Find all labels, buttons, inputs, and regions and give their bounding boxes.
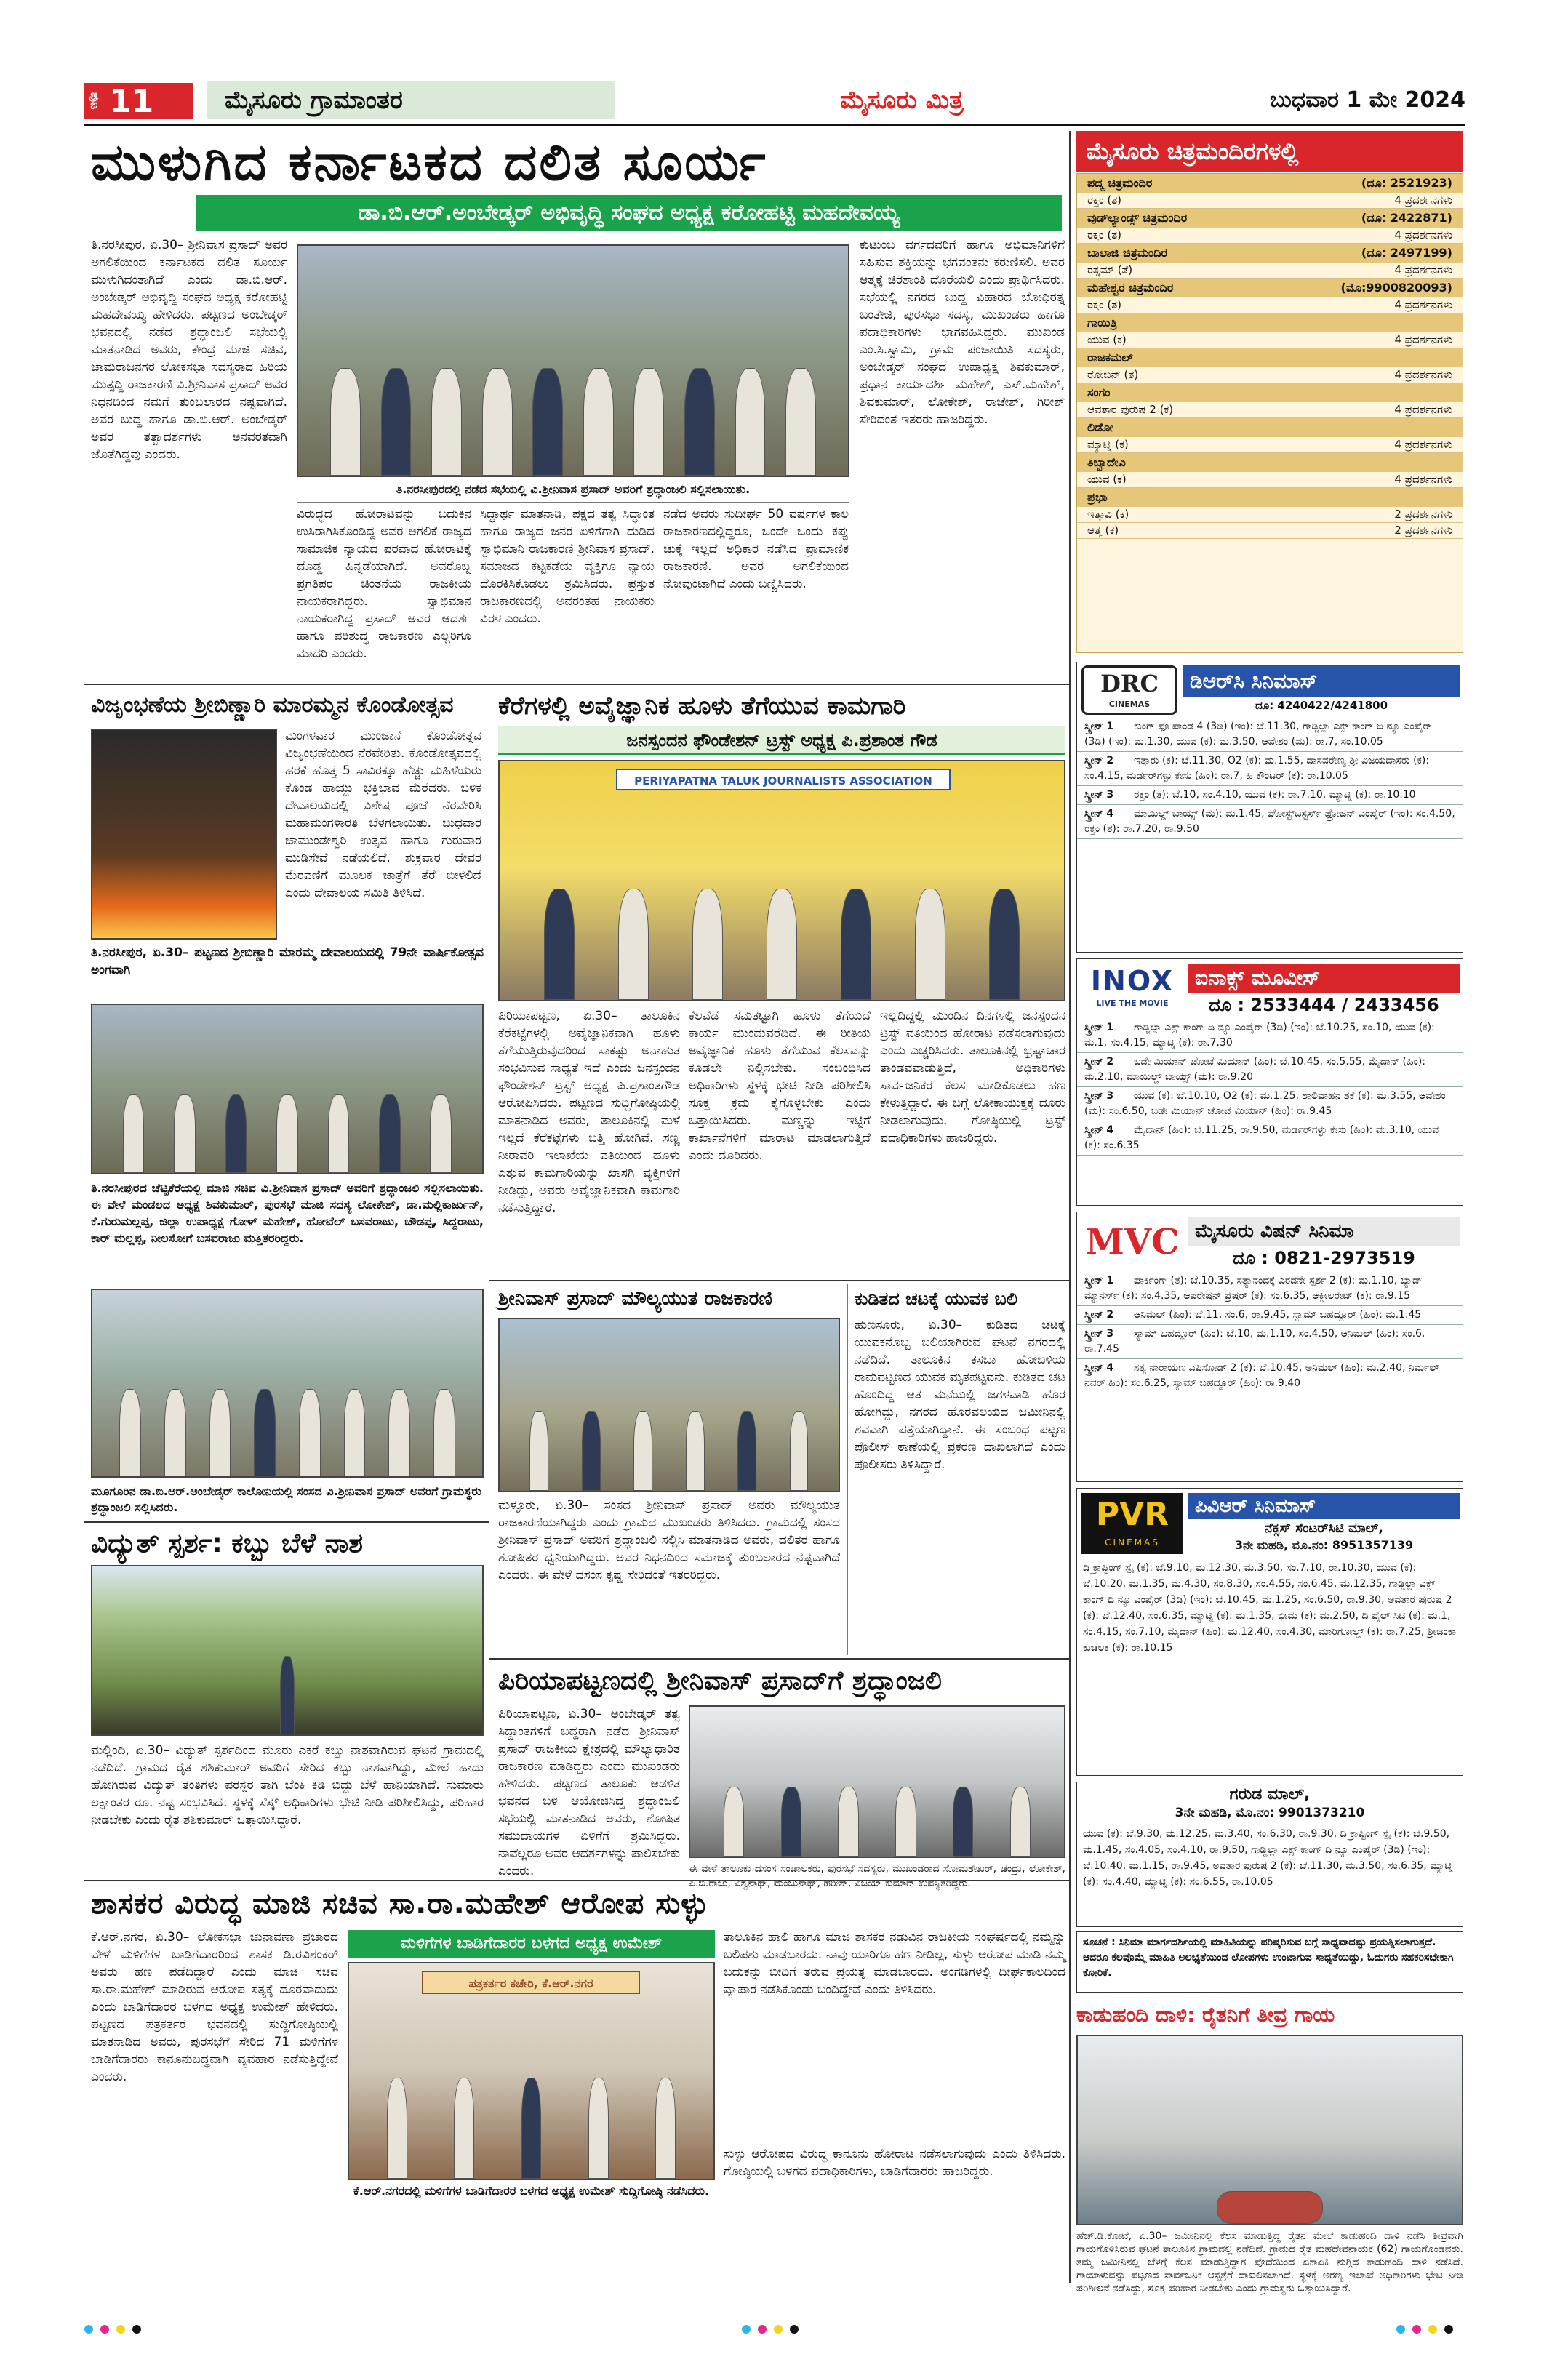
pvr-name: ಪಿವಿಆರ್ ಸಿನಿಮಾಸ್ xyxy=(1188,1493,1460,1519)
film-shows: 4 ಪ್ರದರ್ಶನಗಳು xyxy=(1394,333,1452,346)
screen-label: ಸ್ಕ್ರೀನ್ 2 xyxy=(1084,1056,1114,1068)
drc-logo-sub: CINEMAS xyxy=(1108,700,1151,709)
prasad2-text: ಪಿರಿಯಾಪಟ್ಟಣ, ಏ.30– ಅಂಬೇಡ್ಕರ್ ತತ್ವ ಸಿದ್ಧಾಂತಗಳಿಗೆ ಬದ್ಧರಾಗಿ ನಡೆದ ಶ್ರೀನಿವಾಸ್ ಪ್ರಸಾದ್ ರಾಜಕೀಯ ಕ್ಷೇತ್ರದಲ್ಲಿ ಮೌಲ್ಯಾಧಾರಿತ ರಾಜಕಾರಣ ಮಾಡಿದ್ದರು ಎಂದು ಮುಖಂಡರು ಹೇಳಿದರು. ಪಟ್ಟಣದ ತಾಲೂಕು ಆಡಳಿತ ಭವನದ ಬಳಿ ಆಯೋಜಿಸಿದ್ದ ಶ್ರದ್ಧಾಂಜಲಿ ಸಭೆಯಲ್ಲಿ ಮಾತನಾಡಿದ ಅವರು, ಶೋಷಿತ ಸಮುದಾಯಗಳ ಏಳಿಗೆಗೆ ಶ್ರಮಿಸಿದ್ದರು. ನಾವೆಲ್ಲರೂ ಅವರ ಆದರ್ಶಗಳನ್ನು ಪಾಲಿಸಬೇಕು ಎಂದರು. xyxy=(498,1707,680,1878)
hall-title: ವುಡ್‌ಲ್ಯಾಂಡ್ಸ್ ಚಿತ್ರಮಂದಿರ xyxy=(1087,211,1188,225)
mvc-schedule xyxy=(1077,1272,1463,1393)
inox-schedule xyxy=(1077,1019,1463,1156)
rule xyxy=(84,684,1069,685)
film-row xyxy=(1077,332,1463,348)
screen-label: ಸ್ಕ್ರೀನ್ 1 xyxy=(1084,1275,1114,1286)
masthead-rule xyxy=(84,124,1465,126)
film-title: ರತ್ನಮ್ (ತೆ) xyxy=(1087,263,1133,276)
registration-marks-right xyxy=(1396,2323,1484,2334)
garuda-name: ಗರುಡ ಮಾಲ್, xyxy=(1229,1785,1311,1803)
screen-row xyxy=(1077,786,1463,805)
screen-row xyxy=(1077,718,1463,752)
lead-photo xyxy=(297,244,849,477)
drc-logo xyxy=(1081,665,1177,715)
cinema-hall-name xyxy=(1077,453,1463,472)
hall-title: ಗಾಯಿತ್ರಿ xyxy=(1087,316,1117,329)
mariamma-caption: ತಿ.ನರಸೀಪುರ, ಏ.30– ಪಟ್ಟಣದ ಶ್ರೀಬಿಣ್ಣಾರಿ ಮಾರಮ್ಮ ದೇವಾಲಯದಲ್ಲಿ 79ನೇ ವಾರ್ಷಿಕೋತ್ಸವ ಅಂಗವಾಗಿ xyxy=(91,945,484,977)
cinema-hall-name xyxy=(1077,313,1463,332)
lead-text-col3: ಸಿದ್ಧಾರ್ಥ ಮಾತನಾಡಿ, ಪಕ್ಷದ ತತ್ವ ಸಿದ್ಧಾಂತ ಹಾಗೂ ರಾಜ್ಯದ ಜನರ ಏಳಿಗೆಗಾಗಿ ದುಡಿದ ಸ್ವಾಭಿಮಾನಿ ರಾಜಕಾರಣಿ ಶ್ರೀನಿವಾಸ ಪ್ರಸಾದ್. ಸಮಾಜದ ಕಟ್ಟಕಡೆಯ ವ್ಯಕ್ತಿಗೂ ನ್ಯಾಯ ದೊರಕಿಸಿಕೊಡಲು ಶ್ರಮಿಸಿದರು. ಪ್ರಸ್ತುತ ರಾಜಕಾರಣದಲ್ಲಿ ಅವರಂತಹ ನಾಯಕರು ವಿರಳ ಎಂದರು. xyxy=(480,507,655,626)
cinema-hall-name xyxy=(1077,279,1463,297)
screen-showtimes: ಮೈದಾನ್ (ಹಿಂ): ಬೆ.11.25, ರಾ.9.50, ಮರ್ಡರ್‌ಗಳ್ಳು ಕೇಸು (ಹಿಂ): ಮ.3.10, ಯುವ (ಕ): ಸಂ.6.35 xyxy=(1084,1124,1439,1151)
hall-title: ಪದ್ಮ ಚಿತ್ರಮಂದಿರ xyxy=(1087,176,1153,190)
cinema-hall-name xyxy=(1077,174,1463,193)
film-shows: 4 ಪ್ರದರ್ಶನಗಳು xyxy=(1394,368,1452,381)
film-shows: 4 ಪ್ರದರ್ಶನಗಳು xyxy=(1394,298,1452,311)
pvr-box xyxy=(1076,1488,1463,1776)
film-shows: 2 ಪ್ರದರ್ಶನಗಳು xyxy=(1394,508,1452,521)
hall-title: ಸಂಗಂ xyxy=(1087,385,1111,399)
screen-row xyxy=(1077,805,1463,839)
pvr-logo xyxy=(1081,1493,1183,1554)
page-number-badge xyxy=(84,83,193,119)
film-row xyxy=(1077,523,1463,539)
fire-walk-photo xyxy=(91,729,277,940)
hall-title: ರಾಜಕಮಲ್ xyxy=(1087,351,1133,364)
screen-showtimes: ಮಾಯಿಲ್ಡ್ ಬಾಯ್ಸ್ (ಮ): ಮ.1.45, ಘೋಸ್ಟ್‌ಬಸ್ಟರ್ಸ್ ಫ್ರೋಜನ್ ಎಂಪೈರ್ (ಇಂ): ಸಂ.4.50, ರಕ್ತಂ (ತ): ರಾ.7.20, ರಾ.9.50 xyxy=(1084,808,1455,835)
hall-title: ತಿಬ್ಬಾದೇವಿ xyxy=(1087,455,1126,469)
mla-text-col3: ಸುಳ್ಳು ಆರೋಪದ ವಿರುದ್ಧ ಕಾನೂನು ಹೋರಾಟ ನಡೆಸಲಾಗುವುದು ಎಂದು ತಿಳಿಸಿದರು. ಗೋಷ್ಠಿಯಲ್ಲಿ ಬಳಗದ ಪದಾಧಿಕಾರಿಗಳು, ಬಾಡಿಗೆದಾರರು ಹಾಜರಿದ್ದರು. xyxy=(724,2147,1065,2179)
screen-row xyxy=(1077,1121,1463,1156)
pvr-schedule: ದಿ ಕ್ರಾಪ್ಟಿಂಗ್ ಸ್ಪೈ (ಕ): ಬೆ.9.10, ಮ.12.30, ಮ.3.50, ಸಂ.7.10, ರಾ.10.30, ಯುವ (ಕ): ಬೆ.10.20, ಮ.1.35, ಮ.4.30, ಸಂ.8.30, ಸಂ.4.55, ಸಂ.6.45, ಮ.12.35, ಗಾಡ್ಜಿಲ್ಲಾ ಎಕ್ಸ್ ಕಾಂಗ್ ದಿ ನ್ಯೂ ಎಂಪೈರ್ (3ಡಿ) (ಇಂ): ಬೆ.10.45, ಮ.1.25, ಸಂ.6.50, ರಾ.9.30, ಅವತಾರ ಪುರುಷ 2 (ಕ): ಬೆ.12.40, ಸಂ.6.35, ಮ್ಯಾಟ್ನಿ (ಕ): ಮ.1.35, ಭೀಮ (ಕ): ಮ.2.50, ದಿ ಫೈಲ್ ಸಿಟಿ (ಕ): ಮ.1, ಸಂ.4.15, ಸಂ.7.10, ಮೈದಾನ್ (ಹಿಂ): ಮ.12.40, ಸಂ.4.30, ಮಾರಿಗೋಲ್ಡ್ (ಕ): ರಾ.7.25, ಶ್ರೀಜಂಕಾ ಕುಚಲಕ (ಕ): ರಾ.10.15 xyxy=(1083,1562,1456,1654)
lead-text-col2: ವಿರುದ್ಧದ ಹೋರಾಟವನ್ನು ಬದುಕಿನ ಉಸಿರಾಗಿಸಿಕೊಂಡಿದ್ದ ಅವರ ಅಗಲಿಕೆ ರಾಜ್ಯದ ಸಾಮಾಜಿಕ ನ್ಯಾಯದ ಪರವಾದ ಹೋರಾಟಕ್ಕೆ ದೊಡ್ಡ ಹಿನ್ನಡೆಯಾಗಿದೆ. ಅವರೊಬ್ಬ ಪ್ರಗತಿಪರ ಚಿಂತನೆಯ ರಾಜಕೀಯ ನಾಯಕರಾಗಿದ್ದರು. ಸ್ವಾಭಿಮಾನ ನಾಯಕರಾಗಿದ್ದ ಪ್ರಸಾದ್ ಅವರ ಆದರ್ಶ ಹಾಗೂ ಪರಿಶುದ್ಧ ರಾಜಕಾರಣ ಎಲ್ಲರಿಗೂ ಮಾದರಿ ಎಂದರು. xyxy=(297,507,471,661)
film-title: ರಕ್ತಂ (ತ) xyxy=(1087,298,1122,311)
film-title: ಇತ್ತಾವಿ (ಕ) xyxy=(1087,508,1129,521)
film-shows: 2 ಪ್ರದರ್ಶನಗಳು xyxy=(1394,524,1452,537)
garuda-phone: 3ನೇ ಮಹಡಿ, ಮೊ.ನಂ: 9901373210 xyxy=(1175,1806,1365,1820)
garuda-box xyxy=(1076,1782,1463,1927)
drc-name: ಡಿಆರ್‌ಸಿ ಸಿನಿಮಾಸ್ xyxy=(1183,665,1460,697)
mla-photo-caption: ಕೆ.ಆರ್.ನಗರದಲ್ಲಿ ಮಳಿಗೆಗಳ ಬಾಡಿಗೆದಾರರ ಬಳಗದ ಅಧ್ಯಕ್ಷ ಉಮೇಶ್ ಸುದ್ದಿಗೋಷ್ಠಿ ನಡೆಸಿದರು. xyxy=(353,2184,710,2198)
tribute-photo-2 xyxy=(91,1289,484,1478)
sugarcane-photo xyxy=(91,1565,484,1736)
cinema-hall-name xyxy=(1077,348,1463,367)
film-row xyxy=(1077,437,1463,453)
screen-row xyxy=(1077,1272,1463,1306)
inox-logo xyxy=(1081,964,1183,1014)
rule xyxy=(489,1658,1069,1660)
drc-schedule xyxy=(1077,718,1463,839)
hall-title: ಬಾಲಾಜಿ ಚಿತ್ರಮಂದಿರ xyxy=(1087,246,1167,260)
lakes-subhead: ಜನಸ್ಪಂದನ ಫೌಂಡೇಶನ್ ಟ್ರಸ್ಟ್ ಅಧ್ಯಕ್ಷ ಪಿ.ಪ್ರಶಾಂತ ಗೌಡ xyxy=(498,726,1065,755)
lead-text-col5: ಕುಟುಂಬ ವರ್ಗದವರಿಗೆ ಹಾಗೂ ಅಭಿಮಾನಿಗಳಿಗೆ ಸಹಿಸುವ ಶಕ್ತಿಯನ್ನು ಭಗವಂತನು ಕರುಣಿಸಲಿ. ಅವರ ಆತ್ಮಕ್ಕೆ ಚಿರಶಾಂತಿ ದೊರೆಯಲಿ ಎಂದು ಪ್ರಾರ್ಥಿಸಿದರು. ಸಭೆಯಲ್ಲಿ ನಗರದ ಬುದ್ಧ ವಿಹಾರದ ಬೋಧಿರತ್ನ ಬಂತೇಜಿ, ಪುರಸಭಾ ಸದಸ್ಯ, ಮುಖಂಡರು ಹಾಗೂ ಪದಾಧಿಕಾರಿಗಳು ಭಾಗವಹಿಸಿದ್ದರು. ಮುಖಂಡ ಎಂ.ಸಿ.ಸ್ವಾಮಿ, ಗ್ರಾಮ ಪಂಚಾಯಿತಿ ಸದಸ್ಯರು, ಅಂಬೇಡ್ಕರ್ ಸಂಘದ ಉಪಾಧ್ಯಕ್ಷ ಶಿವಕುಮಾರ್, ಪ್ರಧಾನ ಕಾರ್ಯದರ್ಶಿ ಮಹೇಶ್, ಎಸ್.ಮಹೇಶ್, ಶಿವಕುಮಾರ್, ಲೋಕೇಶ್, ರಾಜೇಶ್, ಗಿರೀಶ್ ಸೇರಿದಂತೆ ಇತರರು ಹಾಜರಿದ್ದರು. xyxy=(860,238,1065,427)
screen-row xyxy=(1077,752,1463,786)
tribute-photo-1 xyxy=(91,1004,484,1174)
section-name: ಮೈಸೂರು ಗ್ರಾಮಾಂತರ xyxy=(207,81,615,119)
mvc-phone: ದೂ : 0821-2973519 xyxy=(1233,1248,1415,1268)
film-shows: 4 ಪ್ರದರ್ಶನಗಳು xyxy=(1394,403,1452,416)
film-title: ಯುವ (ಕ) xyxy=(1087,473,1127,486)
film-row xyxy=(1077,472,1463,488)
screen-label: ಸ್ಕ್ರೀನ್ 3 xyxy=(1084,1090,1114,1102)
hall-title: ಪ್ರಭಾ xyxy=(1087,490,1108,504)
mla-headline: ಶಾಸಕರ ವಿರುದ್ಧ ಮಾಜಿ ಸಚಿವ ಸಾ.ರಾ.ಮಹೇಶ್ ಆರೋಪ ಸುಳ್ಳು xyxy=(91,1887,709,1921)
farmer-photo xyxy=(1076,2035,1463,2225)
column-rule xyxy=(847,1284,848,1655)
mariamma-text: ಮಂಗಳವಾರ ಮುಂಜಾನೆ ಕೊಂಡೋತ್ಸವ ವಿಜೃಂಭಣೆಯಿಂದ ನೆರವೇರಿತು. ಕೊಂಡೋತ್ಸವದಲ್ಲಿ ಹರಕೆ ಹೊತ್ತ 5 ಸಾವಿರಕ್ಕೂ ಹೆಚ್ಚು ಮಹಿಳೆಯರು ಕೊಂಡ ಹಾಯ್ದು ಭಕ್ತಿಭಾವ ಮೆರೆದರು. ಬಳಿಕ ದೇವಾಲಯದಲ್ಲಿ ವಿಶೇಷ ಪೂಜೆ ನೆರವೇರಿಸಿ ಮಹಾಮಂಗಳಾರತಿ ಬೆಳಗಲಾಯಿತು. ಬುಧವಾರ ಚಾಮುಂಡೇಶ್ವರಿ ಉತ್ಸವ ಹಾಗೂ ಗುರುವಾರ ಮುಡಿಸೇವೆ ನಡೆಯಲಿದೆ. ಶುಕ್ರವಾರ ದೇವರ ಮೆರವಣಿಗೆ ಮೂಲಕ ಜಾತ್ರೆಗೆ ತೆರೆ ಬೀಳಲಿದೆ ಎಂದು ದೇವಾಲಯ ಸಮಿತಿ ತಿಳಿಸಿದೆ. xyxy=(285,729,481,900)
rule xyxy=(297,502,849,503)
screen-showtimes: ಕುಂಗ್ ಫೂ ಪಾಂಡ 4 (3ಡಿ) (ಇಂ): ಬೆ.11.30, ಗಾಡ್ಜಿಲ್ಲಾ ಎಕ್ಸ್ ಕಾಂಗ್ ದಿ ನ್ಯೂ ಎಂಪೈರ್ (3ಡಿ) (ಇಂ): ಮ.1.30, ಯುವ (ಕ): ಮ.3.50, ಆವೇಶಂ (ಮ): ರಾ.7, ಸಂ.10.05 xyxy=(1084,721,1432,748)
farmer-headline: ಕಾಡುಹಂದಿ ದಾಳಿ: ರೈತನಿಗೆ ತೀವ್ರ ಗಾಯ xyxy=(1076,2003,1335,2027)
screen-showtimes: ಪಾರ್ಕಿಂಗ್ (ತ): ಬೆ.10.35, ಸತ್ಯಾನಂದಕ್ಕೆ ಎರಡನೇ ಸ್ಪರ್ಶ 2 (ಕ): ಮ.1.10, ಬ್ಯಾಡ್ ಮ್ಯಾನರ್ಸ್ (ಕ): ಸಂ.4.35, ಆಪರೇಷನ್ ಪ್ರೆಷರ್ (ಕ): ಸಂ.6.35, ಆಕ್ಸೀಲರೇಟ್ (ಕ): ರಾ.9.15 xyxy=(1084,1275,1423,1302)
drc-logo-text: DRC xyxy=(1100,670,1159,697)
screen-showtimes: ಆನಿಮಲ್ (ಹಿಂ): ಬೆ.11, ಸಂ.6, ರಾ.9.45, ಸ್ವಾಮ್ ಬಹದ್ದೂರ್ (ಹಿಂ): ಮ.1.45 xyxy=(1134,1309,1422,1321)
tribute-caption-2: ಮೂಗೂರಿನ ಡಾ.ಬಿ.ಆರ್.ಅಂಬೇಡ್ಕರ್ ಕಾಲೋನಿಯಲ್ಲಿ ಸಂಸದ ವಿ.ಶ್ರೀನಿವಾಸ ಪ್ರಸಾದ್ ಅವರಿಗೆ ಗ್ರಾಮಸ್ಥರು ಶ್ರದ್ಧಾಂಜಲಿ ಸಲ್ಲಿಸಿದರು. xyxy=(91,1484,481,1514)
cinema-hall-name xyxy=(1077,244,1463,263)
column-rule xyxy=(1069,131,1071,2283)
registration-marks-center xyxy=(742,2323,829,2334)
masthead xyxy=(84,81,1465,121)
cinema-notice: ಸೂಚನೆ : ಸಿನಿಮಾ ಮಾರ್ಗದರ್ಶಿಯಲ್ಲಿ ಮಾಹಿತಿಯನ್ನು ಪರಿಷ್ಕರಿಸುವ ಬಗ್ಗೆ ಸಾಧ್ಯವಾದಷ್ಟು ಪ್ರಯತ್ನಿಸಲಾಗುತ್ತದೆ. ಆದರೂ ಕೆಲವೊಮ್ಮೆ ಮಾಹಿತಿ ಅಲಭ್ಯತೆಯಿಂದ ಲೋಪಗಳು ಉಂಟಾಗುವ ಸಾಧ್ಯತೆಯಿದ್ದು, ಓದುಗರು ಸಹಕರಿಸಬೇಕಾಗಿ ಕೋರಿಕೆ. xyxy=(1076,1931,1463,1993)
screen-row xyxy=(1077,1019,1463,1053)
hall-phone: (ಮೊ:9900820093) xyxy=(1340,281,1452,295)
film-row xyxy=(1077,367,1463,383)
mariamma-headline: ವಿಜೃಂಭಣೆಯ ಶ್ರೀಬಿಣ್ಣಾರಿ ಮಾರಮ್ಮನ ಕೊಂಡೋತ್ಸವ xyxy=(91,692,454,718)
film-title: ರಕ್ತಂ (ತ) xyxy=(1087,193,1122,207)
film-row xyxy=(1077,228,1463,244)
film-title: ರಕ್ತಂ (ತ) xyxy=(1087,228,1122,241)
cinema-hall-name xyxy=(1077,383,1463,402)
hall-phone: (ದೂ: 2521923) xyxy=(1361,176,1452,190)
cinemas-header: ಮೈಸೂರು ಚಿತ್ರಮಂದಿರಗಳಲ್ಲಿ xyxy=(1076,131,1463,172)
hall-phone: (ದೂ: 2422871) xyxy=(1361,211,1452,225)
screen-showtimes: ಯುವ (ಕ): ಬೆ.10.10, O2 (ಕ): ಮ.1.25, ಶಾಲಿವಾಹನ ಶಕೆ (ಕ): ಮ.3.55, ಆವೇಶಂ (ಮ): ಸಂ.6.50, ಬಡೇ ಮಿಯಾನ್ ಚೋಟೆ ಮಿಯಾನ್ (ಹಿಂ): ರಾ.9.45 xyxy=(1084,1090,1446,1117)
inox-name: ಐನಾಕ್ಸ್ ಮೂವೀಸ್ xyxy=(1188,964,1460,993)
sugarcane-text: ಮಲ್ಲಿಂದಿ, ಏ.30– ವಿದ್ಯುತ್ ಸ್ಪರ್ಶದಿಂದ ಮೂರು ಎಕರೆ ಕಬ್ಬು ನಾಶವಾಗಿರುವ ಘಟನೆ ಗ್ರಾಮದಲ್ಲಿ ನಡೆದಿದೆ. ಗ್ರಾಮದ ರೈತ ಶಶಿಕುಮಾರ್ ಅವರಿಗೆ ಸೇರಿದ ಕಬ್ಬು ನಾಶವಾಗಿದ್ದು, ಮೇಲೆ ಹಾದು ಹೋಗಿರುವ ವಿದ್ಯುತ್ ತಂತಿಗಳು ಪರಸ್ಪರ ತಾಗಿ ಬೆಂಕಿ ಕಿಡಿ ಬಿದ್ದು ಬೆಳೆ ಹಾನಿಯಾಗಿದೆ. ಸುಮಾರು ಲಕ್ಷಾಂತರ ರೂ. ನಷ್ಟ ಸಂಭವಿಸಿದೆ. ಸ್ಥಳಕ್ಕೆ ಸೆಸ್ಕ್ ಅಧಿಕಾರಿಗಳು ಭೇಟಿ ನೀಡಿ ಪರಿಶೀಲಿಸಿದ್ದು, ಪರಿಹಾರ ನೀಡಬೇಕು ಎಂದು ರೈತ ಶಶಿಕುಮಾರ್ ಒತ್ತಾಯಿಸಿದ್ದಾರೆ. xyxy=(91,1743,484,1827)
lead-subhead: ಡಾ.ಬಿ.ಆರ್.ಅಂಬೇಡ್ಕರ್ ಅಭಿವೃದ್ಧಿ ಸಂಘದ ಅಧ್ಯಕ್ಷ ಕರೋಹಟ್ಟಿ ಮಹದೇವಯ್ಯ xyxy=(196,195,1062,231)
mla-photo xyxy=(348,1962,715,2180)
pvr-logo-sub: CINEMAS xyxy=(1105,1537,1160,1548)
lead-text-col1: ತಿ.ನರಸೀಪುರ, ಏ.30– ಶ್ರೀನಿವಾಸ ಪ್ರಸಾದ್ ಅವರ ಅಗಲಿಕೆಯಿಂದ ಕರ್ನಾಟಕದ ದಲಿತ ಸೂರ್ಯ ಮುಳುಗಿದಂತಾಗಿದೆ ಎಂದು ಡಾ.ಬಿ.ಆರ್. ಅಂಬೇಡ್ಕರ್ ಅಭಿವೃದ್ಧಿ ಸಂಘದ ಅಧ್ಯಕ್ಷ ಕರೋಹಟ್ಟಿ ಮಹದೇವಯ್ಯ ಹೇಳಿದರು. ಪಟ್ಟಣದ ಅಂಬೇಡ್ಕರ್ ಭವನದಲ್ಲಿ ನಡೆದ ಶ್ರದ್ಧಾಂಜಲಿ ಸಭೆಯಲ್ಲಿ ಮಾತನಾಡಿದ ಅವರು, ಕೇಂದ್ರ ಮಾಜಿ ಸಚಿವ, ಚಾಮರಾಜನಗರ ಲೋಕಸಭಾ ಸದಸ್ಯರಾದ ಹಿರಿಯ ಮುತ್ಸದ್ದಿ ರಾಜಕಾರಣಿ ವಿ.ಶ್ರೀನಿವಾಸ ಪ್ರಸಾದ್ ಅವರ ನಿಧನದಿಂದ ನಮಗೆ ತುಂಬಲಾರದ ನಷ್ಟವಾಗಿದೆ. ಅವರ ಬುದ್ಧ ಹಾಗೂ ಡಾ.ಬಿ.ಆರ್. ಅಂಬೇಡ್ಕರ್ ಅವರ ತತ್ವಾದರ್ಶಗಳು ಅನವರತವಾಗಿ ಜೊತೆಗಿದ್ದವು ಎಂದರು. xyxy=(91,238,287,462)
film-title: ಮ್ಯಾಟ್ನಿ (ಕ) xyxy=(1087,438,1129,451)
film-shows: 4 ಪ್ರದರ್ಶನಗಳು xyxy=(1394,473,1452,486)
mvc-name: ಮೈಸೂರು ವಿಷನ್ ಸಿನಿಮಾ xyxy=(1188,1217,1460,1246)
lead-text-col4: ನಡೆದ ಅವರು ಸುದೀರ್ಘ 50 ವರ್ಷಗಳ ಕಾಲ ರಾಜಕಾರಣದಲ್ಲಿದ್ದರೂ, ಒಂದೇ ಒಂದು ಕಪ್ಪು ಚುಕ್ಕೆ ಇಲ್ಲದೆ ಅಧಿಕಾರ ನಡೆಸಿದ ಪ್ರಾಮಾಣಿಕ ರಾಜಕಾರಣಿ. ಅವರ ಅಗಲಿಕೆಯಿಂದ ನೋವುಂಟಾಗಿದೆ ಎಂದು ಬಣ್ಣಿಸಿದರು. xyxy=(663,507,849,591)
farmer-text: ಹೆಚ್.ಡಿ.ಕೋಟೆ, ಏ.30– ಜಮೀನಿನಲ್ಲಿ ಕೆಲಸ ಮಾಡುತ್ತಿದ್ದ ರೈತನ ಮೇಲೆ ಕಾಡುಹಂದಿ ದಾಳಿ ನಡೆಸಿ ತೀವ್ರವಾಗಿ ಗಾಯಗೊಳಿಸಿರುವ ಘಟನೆ ತಾಲೂಕಿನ ಗ್ರಾಮದಲ್ಲಿ ನಡೆದಿದೆ. ಗ್ರಾಮದ ರೈತ ಮಹದೇವನಾಯಕ (62) ಗಾಯಗೊಂಡವರು. ತಮ್ಮ ಜಮೀನಿನಲ್ಲಿ ಬೆಳಗ್ಗೆ ಕೆಲಸ ಮಾಡುತ್ತಿದ್ದಾಗ ಪೊದೆಯಿಂದ ಏಕಾಏಕಿ ನುಗ್ಗಿದ ಕಾಡುಹಂದಿ ದಾಳಿ ನಡೆಸಿದೆ. ಗಾಯಾಳುವನ್ನು ಪಟ್ಟಣದ ಸಾರ್ವಜನಿಕ ಆಸ್ಪತ್ರೆಗೆ ದಾಖಲಿಸಲಾಗಿದೆ. ಸ್ಥಳಕ್ಕೆ ಅರಣ್ಯ ಇಲಾಖೆ ಅಧಿಕಾರಿಗಳು ಭೇಟಿ ನೀಡಿ ಪರಿಶೀಲನೆ ನಡೆಸಿದ್ದು, ಸೂಕ್ತ ಪರಿಹಾರ ನೀಡಬೇಕು ಎಂದು ಗ್ರಾಮಸ್ಥರು ಒತ್ತಾಯಿಸಿದ್ದಾರೆ. xyxy=(1076,2230,1463,2294)
hall-title: ಲಿಡೋ xyxy=(1087,420,1113,434)
screen-row xyxy=(1077,1087,1463,1121)
screen-showtimes: ಸತ್ಯ ನಾರಾಯಣ ಎಪಿಸೋಡ್ 2 (ಕ): ಬೆ.10.45, ಅನಿಮಲ್ (ಹಿಂ): ಮ.2.40, ನಿರ್ಮಲ್ ನವರ್ ಹಿಂ): ಸಂ.6.25, ಸ್ಯಾಮ್ ಬಹದ್ದೂರ್ (ಹಿಂ): ರಾ.9.40 xyxy=(1084,1362,1439,1389)
screen-showtimes: ಇತ್ತಾರು (ಕ): ಬೆ.11.30, O2 (ಕ): ಮ.1.55, ದಾಸವರೇಣ್ಯ ಶ್ರೀ ವಿಜಯದಾಸರು (ಕ): ಸಂ.4.15, ಮರ್ಡರ್‌ಗಳ್ಳು ಕೇಸು (ಹಿಂ): ರಾ.7, ಹಿ ಕೌಂಟರ್ (ಕ): ರಾ.10.05 xyxy=(1084,755,1430,782)
prasad1-headline: ಶ್ರೀನಿವಾಸ್ ಪ್ರಸಾದ್ ಮೌಲ್ಯಯುತ ರಾಜಕಾರಣಿ xyxy=(498,1288,772,1310)
rule xyxy=(84,1880,1069,1881)
film-shows: 4 ಪ್ರದರ್ಶನಗಳು xyxy=(1394,263,1452,276)
lead-headline: ಮುಳುಗಿದ ಕರ್ನಾಟಕದ ದಲಿತ ಸೂರ್ಯ xyxy=(91,132,768,192)
lead-photo-caption: ತಿ.ನರಸೀಪುರದಲ್ಲಿ ನಡೆದ ಸಭೆಯಲ್ಲಿ ವಿ.ಶ್ರೀನಿವಾಸ ಪ್ರಸಾದ್ ಅವರಿಗೆ ಶ್ರದ್ಧಾಂಜಲಿ ಸಲ್ಲಿಸಲಾಯಿತು. xyxy=(396,482,751,496)
cinema-listings xyxy=(1076,173,1463,653)
inox-phone: ದೂ : 2533444 / 2433456 xyxy=(1209,995,1439,1015)
hall-phone: (ದೂ: 2497199) xyxy=(1361,246,1452,260)
screen-row xyxy=(1077,1053,1463,1087)
inox-box xyxy=(1076,958,1463,1206)
cinema-hall-name xyxy=(1077,209,1463,228)
prasad2-headline: ಪಿರಿಯಾಪಟ್ಟಣದಲ್ಲಿ ಶ್ರೀನಿವಾಸ್ ಪ್ರಸಾದ್‌ಗೆ ಶ್ರದ್ಧಾಂಜಲಿ xyxy=(498,1666,942,1696)
film-row xyxy=(1077,402,1463,418)
youth-headline: ಕುಡಿತದ ಚಟಕ್ಕೆ ಯುವಕ ಬಲಿ xyxy=(855,1289,1018,1309)
screen-label: ಸ್ಕ್ರೀನ್ 4 xyxy=(1084,808,1114,820)
film-row xyxy=(1077,193,1463,209)
inox-logo-text: INOX xyxy=(1090,965,1175,997)
page-label: ಪುಟ xyxy=(88,92,102,110)
press-banner: ಪತ್ರಕರ್ತರ ಕಚೇರಿ, ಕೆ.ಆರ್.ನಗರ xyxy=(422,1971,640,1994)
screen-showtimes: ಗಾಡ್ಜಿಲ್ಲಾ ಎಕ್ಸ್ ಕಾಂಗ್ ದಿ ನ್ಯೂ ಎಂಪೈರ್ (3ಡಿ) (ಇಂ): ಬೆ.10.25, ಸಂ.10, ಯುವ (ಕ): ಮ.1, ಸಂ.4.15, ಮ್ಯಾಟ್ನಿ (ಕ): ರಾ.7.30 xyxy=(1084,1022,1435,1049)
prasad2-photo xyxy=(689,1705,1065,1858)
mvc-box xyxy=(1076,1212,1463,1482)
film-row xyxy=(1077,263,1463,279)
film-title: ಆತ್ಮ (ಕ) xyxy=(1087,524,1119,537)
screen-label: ಸ್ಕ್ರೀನ್ 1 xyxy=(1084,1022,1114,1033)
lakes-headline: ಕೆರೆಗಳಲ್ಲಿ ಅವೈಜ್ಞಾನಿಕ ಹೂಳು ತೆಗೆಯುವ ಕಾಮಗಾರಿ xyxy=(498,692,906,721)
pvr-address: ನೆಕ್ಸಸ್ ಸೆಂಟರ್‌ಸಿಟಿ ಮಾಲ್, xyxy=(1265,1521,1383,1536)
film-row xyxy=(1077,507,1463,523)
screen-showtimes: ಸ್ಯಾಮ್ ಬಹದ್ದೂರ್ (ಹಿಂ): ಬೆ.10, ಮ.1.10, ಸಂ.4.50, ಆನಿಮಲ್ (ಹಿಂ): ಸಂ.6, ರಾ.7.45 xyxy=(1084,1328,1425,1355)
paper-logo: ಮೈಸೂರು ಮಿತ್ರ xyxy=(840,86,964,115)
lakes-text-col2: ಕೆಲವೆಡೆ ಸಮತಟ್ಟಾಗಿ ಹೂಳು ತೆಗೆಯದೆ ಕಾರ್ಯ ಮುಂದುವರೆದಿದೆ. ಈ ರೀತಿಯ ಅವೈಜ್ಞಾನಿಕ ಹೂಳು ತೆಗೆಯುವ ಕೆಲಸವನ್ನು ಕೂಡಲೇ ನಿಲ್ಲಿಸಬೇಕು. ಸಂಬಂಧಿಸಿದ ಅಧಿಕಾರಿಗಳು ಸ್ಥಳಕ್ಕೆ ಭೇಟಿ ನೀಡಿ ಪರಿಶೀಲಿಸಿ ಸೂಕ್ತ ಕ್ರಮ ಕೈಗೊಳ್ಳಬೇಕು ಎಂದು ಒತ್ತಾಯಿಸಿದರು. ಮಣ್ಣನ್ನು ಇಟ್ಟಿಗೆ ಕಾರ್ಖಾನೆಗಳಿಗೆ ಮಾರಾಟ ಮಾಡಲಾಗುತ್ತಿದೆ ಎಂದು ದೂರಿದರು. xyxy=(689,1009,871,1163)
pvr-phone: 3ನೇ ಮಹಡಿ, ಮೊ.ನಂ: 8951357139 xyxy=(1234,1538,1414,1552)
prasad1-text: ಮಳ್ಳೂರು, ಏ.30– ಸಂಸದ ಶ್ರೀನಿವಾಸ್ ಪ್ರಸಾದ್ ಅವರು ಮೌಲ್ಯಯುತ ರಾಜಕಾರಣಿಯಾಗಿದ್ದರು ಎಂದು ಗ್ರಾಮದ ಮುಖಂಡರು ತಿಳಿಸಿದರು. ಗ್ರಾಮದಲ್ಲಿ ಸಂಸದ ಶ್ರೀನಿವಾಸ್ ಪ್ರಸಾದ್ ಅವರಿಗೆ ಶ್ರದ್ಧಾಂಜಲಿ ಸಲ್ಲಿಸಿ ಮಾತನಾಡಿದ ಅವರು, ದಲಿತರ ಹಾಗೂ ಶೋಷಿತರ ಧ್ವನಿಯಾಗಿದ್ದರು. ಅವರ ನಿಧನದಿಂದ ಸಮಾಜಕ್ಕೆ ತುಂಬಲಾರದ ನಷ್ಟವಾಗಿದೆ ಎಂದರು. ಈ ವೇಳೆ ದಸಂಸ ಕೃಷ್ಣ ಸೇರಿದಂತೆ ಇತರರಿದ್ದರು. xyxy=(498,1498,840,1582)
mla-text-col1: ಕೆ.ಆರ್.ನಗರ, ಏ.30– ಲೋಕಸಭಾ ಚುನಾವಣಾ ಪ್ರಚಾರದ ವೇಳೆ ಮಳಿಗೆಗಳ ಬಾಡಿಗೆದಾರರಿಂದ ಶಾಸಕ ಡಿ.ರವಿಶಂಕರ್ ಅವರು ಹಣ ಪಡೆದಿದ್ದಾರೆ ಎಂದು ಮಾಜಿ ಸಚಿವ ಸಾ.ರಾ.ಮಹೇಶ್ ಮಾಡಿರುವ ಆರೋಪ ಸತ್ಯಕ್ಕೆ ದೂರವಾದುದು ಎಂದು ಬಾಡಿಗೆದಾರರ ಬಳಗದ ಅಧ್ಯಕ್ಷ ಉಮೇಶ್ ಹೇಳಿದರು. ಪಟ್ಟಣದ ಪತ್ರಕರ್ತರ ಭವನದಲ್ಲಿ ಸುದ್ದಿಗೋಷ್ಠಿಯಲ್ಲಿ ಮಾತನಾಡಿದ ಅವರು, ಪುರಸಭೆಗೆ ಸೇರಿದ 71 ಮಳಿಗೆಗಳ ಬಾಡಿಗೆದಾರರು ಕಾನೂನುಬದ್ಧವಾಗಿ ವ್ಯವಹಾರ ನಡೆಸುತ್ತಿದ್ದೇವೆ ಎಂದರು. xyxy=(91,1930,338,2084)
screen-showtimes: ಬಡೇ ಮಿಯಾನ್ ಚೋಟೆ ಮಿಯಾನ್ (ಹಿಂ): ಬೆ.10.45, ಸಂ.5.55, ಮೈದಾನ್ (ಹಿಂ): ಮ.2.10, ಮಾಯಿಲ್ಡ್ ಬಾಯ್ಸ್ (ಮ): ರಾ.9.20 xyxy=(1084,1056,1425,1083)
screen-label: ಸ್ಕ್ರೀನ್ 1 xyxy=(1084,721,1114,732)
film-title: ರೋಬನ್ (ತ) xyxy=(1087,368,1139,381)
screen-row xyxy=(1077,1359,1463,1393)
cinema-hall-name xyxy=(1077,418,1463,437)
mla-subhead: ಮಳಿಗೆಗಳ ಬಾಡಿಗೆದಾರರ ಬಳಗದ ಅಧ್ಯಕ್ಷ ಉಮೇಶ್ xyxy=(348,1930,715,1958)
screen-row xyxy=(1077,1325,1463,1359)
sugarcane-headline: ವಿದ್ಯುತ್ ಸ್ಪರ್ಶ: ಕಬ್ಬು ಬೆಳೆ ನಾಶ xyxy=(91,1529,364,1558)
lakes-text-col3: ಇಲ್ಲದಿದ್ದಲ್ಲಿ ಮುಂದಿನ ದಿನಗಳಲ್ಲಿ ಜನಸ್ಪಂದನ ಟ್ರಸ್ಟ್ ವತಿಯಿಂದ ಹೋರಾಟ ನಡೆಸಲಾಗುವುದು ಎಂದು ಎಚ್ಚರಿಸಿದರು. ತಾಲೂಕಿನಲ್ಲಿ ಭ್ರಷ್ಟಾಚಾರ ತಾಂಡವವಾಡುತ್ತಿದೆ, ಅಧಿಕಾರಿಗಳು ಸಾರ್ವಜನಿಕರ ಕೆಲಸ ಮಾಡಿಕೊಡಲು ಹಣ ಕೇಳುತ್ತಿದ್ದಾರೆ. ಈ ಬಗ್ಗೆ ಲೋಕಾಯುಕ್ತಕ್ಕೆ ದೂರು ನೀಡಲಾಗುವುದು. ಗೋಷ್ಠಿಯಲ್ಲಿ ಟ್ರಸ್ಟ್ ಪದಾಧಿಕಾರಿಗಳು ಹಾಜರಿದ್ದರು. xyxy=(880,1009,1065,1145)
film-row xyxy=(1077,297,1463,313)
cinema-hall-name xyxy=(1077,488,1463,507)
rule xyxy=(84,1521,489,1523)
tribute-caption-1: ತಿ.ನರಸೀಪುರದ ಚೆಟ್ಟಿಕೆರೆಯಲ್ಲಿ ಮಾಜಿ ಸಚಿವ ವಿ.ಶ್ರೀನಿವಾಸ ಪ್ರಸಾದ್ ಅವರಿಗೆ ಶ್ರದ್ಧಾಂಜಲಿ ಸಲ್ಲಿಸಲಾಯಿತು. ಈ ವೇಳೆ ಮಂಡಲದ ಅಧ್ಯಕ್ಷ ಶಿವಕುಮಾರ್, ಪುರಸಭೆ ಮಾಜಿ ಸದಸ್ಯ ಲೋಕೇಶ್, ಡಾ.ಮಲ್ಲಿಕಾರ್ಜುನ್, ಕೆ.ಗುರುಮಲ್ಲಪ್ಪ, ಜಿಲ್ಲಾ ಉಪಾಧ್ಯಕ್ಷ ಗೋಳ್ ಮಹೇಶ್, ಹೋಟೆಲ್ ಬಸವರಾಜು, ಚೌಡಪ್ಪ, ಸಿದ್ದರಾಜು, ಕಾರ್ ಮಲ್ಲಪ್ಪ, ನೀಲಸೋಗೆ ಬಸವರಾಜು ಮತ್ತಿತರರಿದ್ದರು. xyxy=(91,1181,484,1245)
film-shows: 4 ಪ್ರದರ್ಶನಗಳು xyxy=(1394,228,1452,241)
page-number: 11 xyxy=(109,82,154,120)
screen-label: ಸ್ಕ್ರೀನ್ 4 xyxy=(1084,1124,1114,1136)
issue-date: ಬುಧವಾರ 1 ಮೇ 2024 xyxy=(1269,87,1465,113)
rule xyxy=(489,1280,1069,1281)
drc-phone: ದೂ: 4240422/4241800 xyxy=(1255,699,1388,712)
mla-text-col2: ತಾಲೂಕಿನ ಹಾಲಿ ಹಾಗೂ ಮಾಜಿ ಶಾಸಕರ ನಡುವಿನ ರಾಜಕೀಯ ಸಂಘರ್ಷದಲ್ಲಿ ನಮ್ಮನ್ನು ಬಲಿಪಶು ಮಾಡಬಾರದು. ನಾವು ಯಾರಿಗೂ ಹಣ ನೀಡಿಲ್ಲ, ಸುಳ್ಳು ಆರೋಪ ಮಾಡಿ ನಮ್ಮ ಬದುಕನ್ನು ಬೀದಿಗೆ ತರುವ ಪ್ರಯತ್ನ ಮಾಡಬಾರದು. ಅಂಗಡಿಗಳಲ್ಲಿ ದೀರ್ಘಕಾಲದಿಂದ ವ್ಯಾಪಾರ ನಡೆಸಿಕೊಂಡು ಬಂದಿದ್ದೇವೆ ಎಂದು ತಿಳಿಸಿದರು. xyxy=(724,1930,1065,1997)
inox-logo-sub: LIVE THE MOVIE xyxy=(1096,998,1169,1008)
screen-label: ಸ್ಕ್ರೀನ್ 2 xyxy=(1084,755,1114,766)
film-shows: 4 ಪ್ರದರ್ಶನಗಳು xyxy=(1394,438,1452,451)
film-title: ಆವತಾರ ಪುರುಷ 2 (ಕ) xyxy=(1087,403,1174,416)
film-shows: 4 ಪ್ರದರ್ಶನಗಳು xyxy=(1394,193,1452,207)
screen-label: ಸ್ಕ್ರೀನ್ 2 xyxy=(1084,1309,1114,1321)
mvc-logo: MVC xyxy=(1085,1222,1180,1262)
pvr-logo-text: PVR xyxy=(1095,1496,1169,1533)
screen-label: ಸ್ಕ್ರೀನ್ 4 xyxy=(1084,1362,1114,1374)
hall-title: ಮಹೇಶ್ವರ ಚಿತ್ರಮಂದಿರ xyxy=(1087,281,1174,295)
prasad2-text-2: ಈ ವೇಳೆ ತಾಲೂಕು ದಸಂಸ ಸಂಚಾಲಕರು, ಪುರಸಭೆ ಸದಸ್ಯರು, ಮುಖಂಡರಾದ ಸೋಮಶೇಖರ್, ಚಂದ್ರು, ಲೋಕೇಶ್, ಪಿ.ಬಿ.ರಾಜು, ವಿಶ್ವನಾಥ್, ಮಂಜುನಾಥ್, ಹರೀಶ್, ವಿಜಯ್ ಕುಮಾರ್ ಉಪಸ್ಥಿತರಿದ್ದರು. xyxy=(689,1863,1065,1889)
prasad1-photo xyxy=(498,1318,840,1492)
youth-text: ಹುಣಸೂರು, ಏ.30– ಕುಡಿತದ ಚಟಕ್ಕೆ ಯುವಕನೊಬ್ಬ ಬಲಿಯಾಗಿರುವ ಘಟನೆ ನಗರದಲ್ಲಿ ನಡೆದಿದೆ. ತಾಲೂಕಿನ ಕಸಬಾ ಹೋಬಳಿಯ ರಾಮಪಟ್ಟಣದ ಯುವಕ ಮೃತಪಟ್ಟವನು. ಕುಡಿತದ ಚಟ ಹೊಂದಿದ್ದ ಆತ ಮನೆಯಲ್ಲಿ ಜಗಳವಾಡಿ ಹೊರ ಹೋಗಿದ್ದು, ನಗರದ ಹೊರವಲಯದ ಜಮೀನಿನಲ್ಲಿ ಶವವಾಗಿ ಪತ್ತೆಯಾಗಿದ್ದಾನೆ. ಈ ಸಂಬಂಧ ಪಟ್ಟಣ ಪೊಲೀಸ್ ಠಾಣೆಯಲ್ಲಿ ಪ್ರಕರಣ ದಾಖಲಾಗಿದೆ ಎಂದು ಪೊಲೀಸರು ತಿಳಿಸಿದ್ದಾರೆ. xyxy=(855,1318,1065,1472)
screen-showtimes: ರಕ್ತಂ (ತ): ಬೆ.10, ಸಂ.4.10, ಯುವ (ಕ): ರಾ.7.10, ಮ್ಯಾಟ್ನಿ (ಕ): ರಾ.10.10 xyxy=(1134,789,1416,801)
film-title: ಯುವ (ಕ) xyxy=(1087,333,1127,346)
screen-label: ಸ್ಕ್ರೀನ್ 3 xyxy=(1084,1328,1114,1340)
screen-row xyxy=(1077,1306,1463,1325)
garuda-schedule: ಯುವ (ಕ): ಬೆ.9.30, ಮ.12.25, ಮ.3.40, ಸಂ.6.30, ರಾ.9.30, ದಿ ಕ್ರಾಪ್ಟಿಂಗ್ ಸ್ಪೈ (ಕ): ಬೆ.9.50, ಮ.1.45, ಸಂ.4.05, ಸಂ.4.10, ರಾ.9.50, ಗಾಡ್ಜಿಲ್ಲಾ ಎಕ್ಸ್ ಕಾಂಗ್ ದಿ ನ್ಯೂ ಎಂಪೈರ್ (3ಡಿ) (ಇಂ): ಬೆ.10.40, ಮ.1.15, ರಾ.9.45, ಅವತಾರ ಪುರುಷ 2 (ಕ): ಬೆ.11.30, ಮ.3.50, ಸಂ.6.35, ಮ್ಯಾಟ್ನಿ (ಕ): ಸಂ.4.40, ಮ್ಯಾಟ್ನಿ (ಕ): ಸಂ.6.55, ರಾ.10.05 xyxy=(1083,1828,1453,1888)
lakes-text-col1: ಪಿರಿಯಾಪಟ್ಟಣ, ಏ.30– ತಾಲೂಕಿನ ಕೆರೆಕಟ್ಟೆಗಳಲ್ಲಿ ಅವೈಜ್ಞಾನಿಕವಾಗಿ ಹೂಳು ತೆಗೆಯುತ್ತಿರುವುದರಿಂದ ಸಾಕಷ್ಟು ಅನಾಹುತ ಸಂಭವಿಸುವ ಸಾಧ್ಯತೆ ಇದೆ ಎಂದು ಜನಸ್ಪಂದನ ಫೌಂಡೇಶನ್ ಟ್ರಸ್ಟ್ ಅಧ್ಯಕ್ಷ ಪಿ.ಪ್ರಶಾಂತಗೌಡ ಆರೋಪಿಸಿದರು. ಪಟ್ಟಣದ ಸುದ್ದಿಗೋಷ್ಠಿಯಲ್ಲಿ ಮಾತನಾಡಿದ ಅವರು, ತಾಲೂಕಿನಲ್ಲಿ ಮಳೆ ಇಲ್ಲದೆ ಕೆರೆಕಟ್ಟೆಗಳು ಬತ್ತಿ ಹೋಗಿವೆ. ಸಣ್ಣ ನೀರಾವರಿ ಇಲಾಖೆಯ ವತಿಯಿಂದ ಹೂಳು ಎತ್ತುವ ಕಾಮಗಾರಿಯನ್ನು ಖಾಸಗಿ ವ್ಯಕ್ತಿಗಳಿಗೆ ನೀಡಿದ್ದು, ಅವರು ಅವೈಜ್ಞಾನಿಕವಾಗಿ ಕಾಮಗಾರಿ ನಡೆಸುತ್ತಿದ್ದಾರೆ. xyxy=(498,1009,680,1215)
screen-label: ಸ್ಕ್ರೀನ್ 3 xyxy=(1084,789,1114,801)
lakes-photo xyxy=(498,760,1065,1001)
lakes-banner: PERIYAPATNA TALUK JOURNALISTS ASSOCIATION xyxy=(616,769,951,790)
drc-box xyxy=(1076,662,1463,953)
registration-marks-left xyxy=(84,2323,172,2334)
